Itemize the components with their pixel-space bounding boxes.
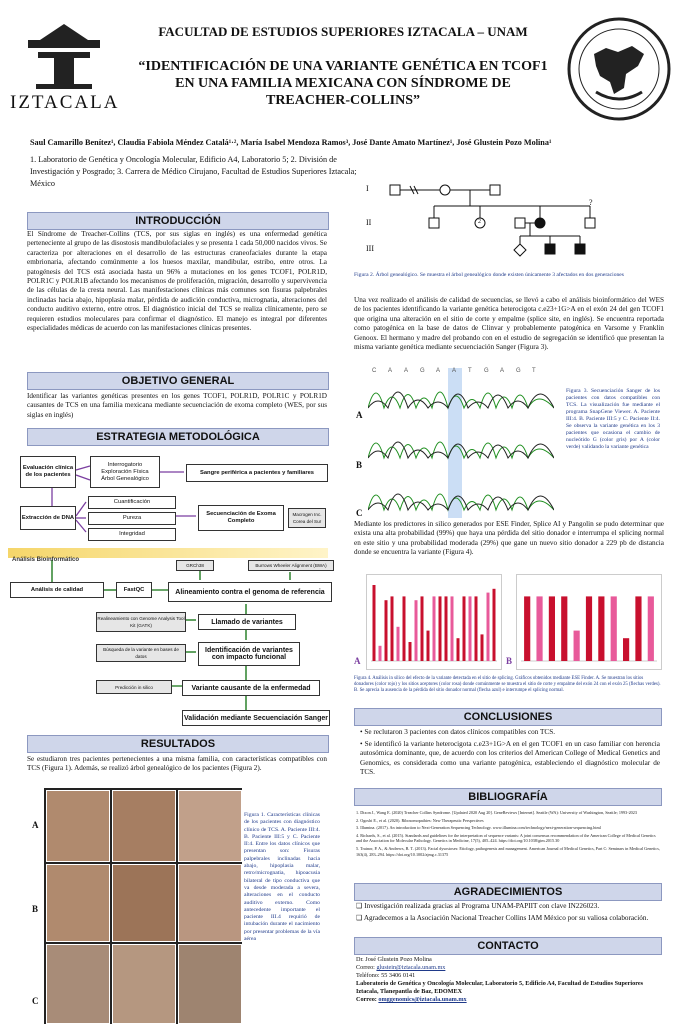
bullet-icon: •	[360, 740, 365, 748]
conclusion-item-1	[360, 728, 660, 737]
fig4-label-a: A	[354, 656, 361, 666]
chart-bar	[409, 642, 412, 661]
pedigree-num2: 2	[478, 219, 481, 225]
chart-bar	[493, 589, 496, 661]
chart-bar	[611, 596, 617, 661]
seq-letter-9: G	[516, 368, 521, 374]
bibliografia-title: BIBLIOGRAFÍA	[354, 788, 662, 806]
patient-b-photo-2	[112, 864, 176, 942]
seq-letter-3: G	[420, 368, 425, 374]
faculty-title: FACULTAD DE ESTUDIOS SUPERIORES IZTACALA – UNAM	[158, 24, 528, 39]
reference-list	[356, 810, 660, 859]
chart-bar	[598, 596, 604, 661]
pedigree-gen1: I	[366, 184, 369, 193]
reference-item: 1. Dixon J., Wang E. (2020) Treacher Collins Syndrome. [Updated 2020 Aug 20]. GeneReviews [Internet]. Seattle (WA): University of Washington, Seattle; 1993-2023	[356, 810, 637, 815]
title-line-3: TREACHER-COLLINS”	[265, 93, 421, 108]
logo-text: IZTACALA	[10, 92, 120, 113]
contact-name: Dr. José Glustein Pozo Molina	[356, 956, 432, 963]
fig3-chromatograms	[368, 366, 554, 516]
reference-item: 3. Illumina. (2017). An introduction to Next-Generation Sequencing Technology. www.illumina.com/technology/next-generation-sequencing.html	[356, 825, 601, 831]
agradecimiento-1-text: Investigación realizada gracias al Programa UNAM-PAPIIT con clave IN226023.	[364, 902, 600, 910]
chart-bar	[385, 600, 388, 661]
bioinfo-label: Análisis Bioinformático	[12, 557, 80, 563]
flow-causante: Variante causante de la enfermedad	[182, 680, 320, 696]
seq-letter-0: C	[372, 368, 377, 374]
chart-bar	[427, 631, 430, 661]
reference-item: 2. Ogoshi E., et al. (2020). Ribosomopathies: New Therapeutic Perspectives	[356, 817, 484, 823]
flow-busqueda: Búsqueda de la variante en bases de datos	[96, 644, 186, 662]
flow-alineamiento: Alineamiento contra el genoma de referencia	[168, 582, 332, 602]
seq-letter-4: A	[436, 368, 441, 374]
contact-email-link[interactable]: glustein@iztacala.unam.mx	[376, 964, 446, 971]
pedigree-gen3: III	[366, 244, 374, 253]
flow-interrogatorio: Interrogatorio Exploración Física Árbol Genealógico	[90, 456, 160, 488]
chart-bar	[648, 596, 654, 661]
pedigree-chart	[350, 178, 670, 278]
pedigree-gen2: II	[366, 218, 372, 227]
fig4-label-b: B	[506, 656, 513, 666]
checkbox-icon: ❑	[356, 902, 365, 910]
flow-bwa: Burrows Wheeler Alignment (BWA)	[248, 560, 334, 571]
fig4-chart-b	[516, 574, 662, 670]
seq-letter-1: A	[388, 368, 393, 374]
flow-prediccion: Predicción in silico	[96, 680, 172, 694]
seq-letter-2: A	[404, 368, 409, 374]
flow-integridad: Integridad	[88, 528, 176, 541]
affiliations: 1. Laboratorio de Genética y Oncología Molecular, Edificio A4, Laboratorio 5; 2. División de Investigación y Posgrado; 3. Carrera de Médico Cirujano, Facultad de Estudios Superiores Iztacala; México	[30, 155, 357, 188]
flow-calidad: Análisis de calidad	[10, 582, 104, 598]
chart-bar	[487, 593, 490, 661]
contacto-title: CONTACTO	[354, 937, 662, 955]
agradecimientos-title: AGRADECIMIENTOS	[354, 883, 662, 901]
chromatogram-traces	[368, 366, 554, 516]
fig3-label-a: A	[356, 410, 363, 420]
chart-bar	[451, 596, 454, 661]
title-line-2: EN UNA FAMILIA MEXICANA CON SÍNDROME DE	[175, 76, 511, 91]
chart-bar	[403, 596, 406, 661]
chart-bar	[469, 596, 472, 661]
chart-bar	[561, 596, 567, 661]
fig4-caption: Figura 4. Análisis in silico del efecto de la variante detectada en el sitio de splicing. Gráficos obtenidos mediante ESE Finder. A. Se muestran los sitios donadores (color rojo) y los sitios aceptores (color rosa) donde comúnmente se muestra el sitio de corte y empalme del exón 24 con el exón 25 (flechas verdes). B. Se aprecia la ausencia de la pérdida del sitio donador normal (flecha azul) e interrumpe el splicing normal.	[354, 676, 661, 693]
fig3-caption: Figura 3. Secuenciación Sanger de los pacientes con datos compatibles con TCS. La visualización fue mediante el programa SnapGene Viewer. A. Paciente III:4. B. Paciente III:5 y C. Paciente II:4. Se observa la variante genética en los 3 pacientes que ocasiona el cambio de nucleótido G (color gris) por A (color verde) validando la variante genética	[566, 388, 660, 450]
chart-bar	[524, 596, 530, 661]
flow-cuantificacion: Cuantificación	[88, 496, 176, 509]
fig4-chart-a	[366, 574, 502, 670]
intro-title: INTRODUCCIÓN	[27, 212, 329, 230]
title-line-1: “IDENTIFICACIÓN DE UNA VARIANTE GENÉTICA EN TCOF1	[138, 59, 548, 74]
chart-bar	[635, 596, 641, 661]
flow-pureza: Pureza	[88, 512, 176, 525]
contact-lab: Laboratorio de Genética y Oncología Molecular, Laboratorio 5, Edificio A4, Facultad de Estudios Superiores Iztacala, Tlanepantla de Baz, EDOMEX	[356, 980, 644, 995]
checkbox-icon: ❑	[356, 914, 364, 922]
fig3-label-c: C	[356, 508, 363, 518]
patient-c-photo-1	[46, 944, 110, 1024]
flow-validacion: Validación mediante Secuenciación Sanger	[182, 710, 330, 726]
conclusion-1-text: Se reclutaron 3 pacientes con datos clínicos compatibles con TCS.	[364, 728, 556, 736]
seq-letter-10: T	[532, 368, 536, 374]
conclusion-2-text: Se identificó la variante heterocigota c.e23+1G>A en el gen TCOF1 en un caso familiar con herencia autosómica dominante, que, de acuerdo con los criterios del American College of Medical Genetics and Genomics, es considerada como una variante patogénica, estableciendo el diagnóstico molecular de TCS.	[360, 740, 660, 777]
chart-bar	[623, 638, 629, 661]
fig1-caption: Figura 1. Características clínicas de los pacientes con diagnóstico clínico de TCS. A. Paciente III:4. B. Paciente III:5 y C. Paciente II:4. Entre los datos clínicos que presentan son: Fisuras palpebrales inclinadas hacia abajo, hipoplasia malar, retro/micrognatia, hipoacusia bilateral de tipo conductiva que va desde moderada a severa, alteraciones en el conducto auditivo externo. Como antecedente importante el paciente III.4 requirió de intubación durante el nacimiento por presentar problemas de la vía aérea	[244, 812, 320, 943]
pedigree-question: ?	[589, 198, 593, 207]
patient-a-photo-1	[46, 790, 110, 862]
flow-sangre: Sangre periférica a pacientes y familiares	[186, 464, 328, 482]
contact-phone: Teléfono: 55 3406 0141	[356, 972, 416, 979]
seq-letter-8: A	[500, 368, 505, 374]
estrategia-title: ESTRATEGIA METODOLÓGICA	[27, 428, 329, 446]
flow-llamado: Llamado de variantes	[198, 614, 296, 630]
chart-bar	[373, 585, 376, 661]
bullet-icon: •	[360, 728, 365, 736]
resultados-text: Se estudiaron tres pacientes pertenecientes a una misma familia, con características compatibles con TCS (Figura 1). Además, se realizó árbol genealógico de los pacientes (Figura 2).	[27, 755, 327, 773]
patient-a-photo-3	[178, 790, 242, 862]
fig2-caption: Figura 2. Árbol genealógico. Se muestra el árbol genealógico donde existen únicamente 3 afectados en dos generaciones	[354, 272, 624, 278]
chart-bar	[536, 596, 542, 661]
objetivo-text: Identificar las variantes genéticas presentes en los genes TCOF1, POLR1D, POLR1C y POLR1D causantes de TCS en una familia mexicana mediante secuenciación de exoma completo (WES, por sus siglas en inglés)	[27, 392, 327, 419]
bioinfo-banner	[8, 548, 328, 563]
reference-item: 5. Trainor, P. A., & Andrews, B. T. (2013). Facial dysostoses: Etiology, pathogenesis and management. American Journal of Medical Genetics, Part C: Seminars in Medical Genetics, 163(4), 283–294. https://doi.org/10.1002/ajmg.c.31375	[356, 845, 660, 857]
contact-email-row	[356, 964, 660, 972]
flow-realineamiento: Realineamiento con Genome Analysis Tool Kit (GATK)	[96, 612, 186, 632]
chart-bar	[586, 596, 592, 661]
intro-text: El Síndrome de Treacher-Collins (TCS, por sus siglas en inglés) es una enfermedad genética perteneciente al grupo de las disostosis mandibulofaciales y se presenta 1 cada 50,000 nacidos vivos. Se caracteriza por alteraciones en el desarrollo de las estructuras craneofaciales durante la etapa embrionaria, afectando comúnmente a los huesos maxilar, mandibular, estribo, entre otros. La patogénesis del TCS está asociada hasta un 96% a mutaciones en los genes TCOF1, POLR1D, POLR1C y POLR1B afectando los mecanismos de proliferación, migración, desarrollo y supervivencia de las células de la cresta neural. Las manifestaciones clínicas más comunes son fisuras palpebrales inclinadas hacia abajo, hipoplasia malar, pérdida de audición conductiva, micrognatia, alteraciones del conducto auditivo externo, entre otros. El diagnóstico inicial del TCS se realiza clínicamente, pero se requieren estudios moleculares para confirmar el diagnóstico. El manejo es integral por diferentes especialidades médicas de acuerdo con las manifestaciones clínicas presentes.	[27, 230, 327, 333]
contact-email-label: Correo:	[356, 964, 377, 971]
chart-bar	[415, 600, 418, 661]
predictores-text: Mediante los predictores in silico generados por ESE Finder, Splice AI y Pangolin se pudo determinar que exista una alta probabilidad (99%) que haya una pérdida del sitio donador e interrumpa el splicing normal en este sitio y una probabilidad moderada (29%) que gane un nuevo sitio donador a 229 pb de distancia donde se encuentra la variante (Figura 4).	[354, 520, 664, 557]
flow-evaluacion: Evaluación clínica de los pacientes	[20, 456, 76, 488]
patient-b-photo-1	[46, 864, 110, 942]
fig3-label-b: B	[356, 460, 363, 470]
conclusion-item-2	[360, 740, 660, 778]
contact-email2-link[interactable]: omggenomics@iztacala.unam.mx	[378, 996, 467, 1003]
chart-bar	[397, 627, 400, 661]
chart-bar	[379, 646, 382, 661]
analisis-text: Una vez realizado el análisis de calidad de secuencias, se llevó a cabo el análisis bioinformático del WES de los pacientes identificando la variante genética heterocigota c.e23+1G>A en el exón 24 del gen TCOF1 que origina una alteración en el sitio de corte y empalme (splice site, en inglés). Se encuentra reportada como patogénica en la base de datos de Clinvar y probablemente patogénica en Varsome y Franklin Genoox. El hermano y madre del probando con en el estudio de segregación se identificó que presentan la misma variante genética mediante secuenciación Sanger (Figura 3).	[354, 296, 664, 352]
chart-bar	[481, 634, 484, 661]
contact-email2-row	[356, 996, 660, 1004]
flow-fastqc: FastQC	[116, 582, 152, 598]
chart-bar	[439, 596, 442, 661]
authors: Saul Camarillo Benítez¹, Claudia Fabiola Méndez Catalá¹·², María Isabel Mendoza Ramos³, José Dante Amato Martínez¹, José Glustein Pozo Molina¹	[30, 138, 552, 147]
chart-bar	[574, 631, 580, 661]
contact-block	[356, 956, 660, 1004]
chart-bar	[463, 596, 466, 661]
chart-bar	[475, 596, 478, 661]
conclusiones-title: CONCLUSIONES	[354, 708, 662, 726]
patient-c-photo-2	[112, 944, 176, 1024]
flow-macrogen: Macrogen Inc. Corea del Sur	[288, 508, 326, 528]
chart-bar	[391, 596, 394, 661]
fig1-label-b: B	[32, 904, 39, 914]
flow-identificacion: Identificación de variantes con impacto funcional	[198, 642, 300, 666]
objetivo-title: OBJETIVO GENERAL	[27, 372, 329, 390]
patient-a-photo-2	[112, 790, 176, 862]
chart-bar	[433, 596, 436, 661]
fig1-label-c: C	[32, 996, 39, 1006]
seq-letter-5: A	[452, 368, 457, 374]
seq-letter-7: G	[484, 368, 489, 374]
agradecimiento-item-1	[356, 902, 660, 911]
flow-extraccion: Extracción de DNA	[20, 506, 76, 530]
patient-b-photo-3	[178, 864, 242, 942]
reference-item: 4. Richards, S., et al. (2015). Standards and guidelines for the interpretation of sequence variants: A joint consensus recommendation of the American College of Medical Genetics and the Association for Molecular Pathology. Genetics in Medicine, 17(5), 405–424. https://doi.org/10.1038/gim.2015.30	[356, 832, 656, 844]
seq-letter-6: T	[468, 368, 472, 374]
contact-email2-label: Correo:	[356, 996, 379, 1003]
fig1-photos	[44, 788, 242, 1024]
flow-secuenciacion: Secuenciación de Exoma Completo	[198, 505, 284, 531]
chart-bar	[457, 638, 460, 661]
chart-bar	[549, 596, 555, 661]
patient-c-photo-3	[178, 944, 242, 1024]
agradecimiento-2-text: Agradecemos a la Asociación Nacional Treacher Collins IAM México por su valiosa colaboración.	[363, 914, 649, 922]
agradecimiento-item-2	[356, 914, 660, 923]
fig1-label-a: A	[32, 820, 39, 830]
flow-grch: GRCh38	[176, 560, 214, 571]
chart-bar	[445, 596, 448, 661]
resultados-title: RESULTADOS	[27, 735, 329, 753]
chart-bar	[421, 596, 424, 661]
